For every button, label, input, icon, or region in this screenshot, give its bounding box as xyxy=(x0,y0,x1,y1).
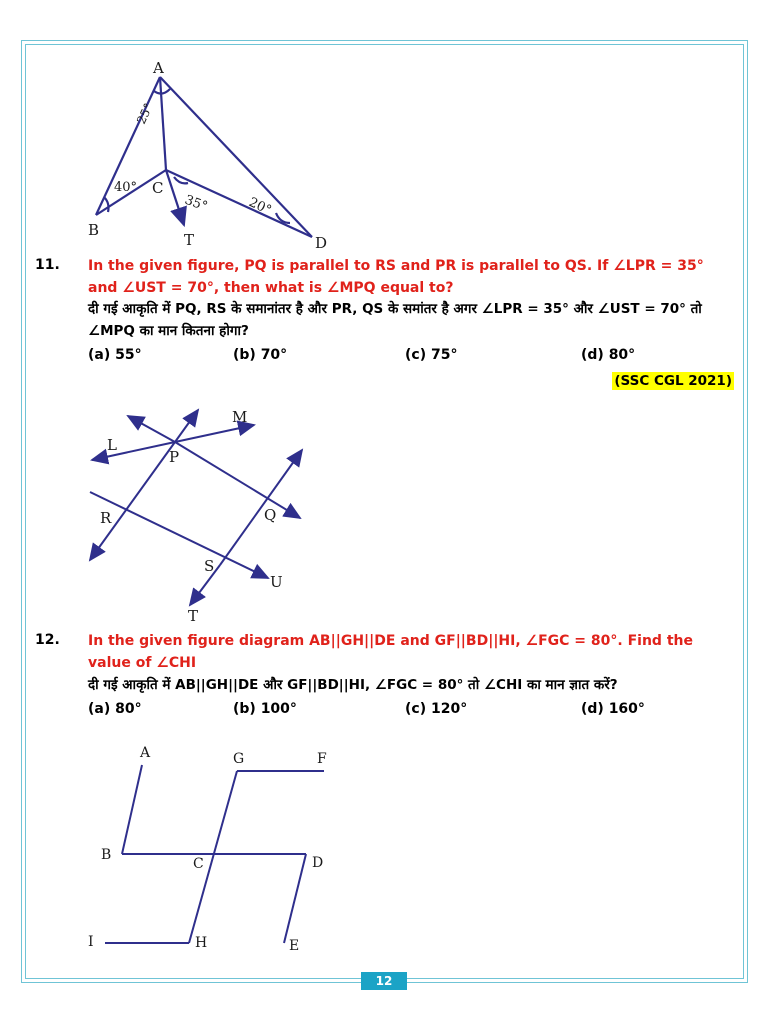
vertex-label-c: C xyxy=(152,179,164,197)
label-e: E xyxy=(289,938,300,954)
vertex-label-t: T xyxy=(184,231,195,249)
angle-label-20: 20° xyxy=(246,195,274,219)
label-t: T xyxy=(188,607,199,625)
label-l: L xyxy=(107,436,117,454)
question-12-english: In the given figure diagram AB||GH||DE and GF||BD||HI, ∠FGC = 80°. Find the value of ∠CHI xyxy=(88,633,693,671)
label-c: C xyxy=(193,856,204,872)
label-b: B xyxy=(101,847,112,863)
exam-source-badge: (SSC CGL 2021) xyxy=(614,373,732,389)
q12-option-a: (a) 80° xyxy=(88,701,142,717)
question-11-number: 11. xyxy=(35,257,60,273)
angle-label-25: 25° xyxy=(134,101,156,127)
q11-option-c: (c) 75° xyxy=(405,347,458,363)
angle-label-35: 35° xyxy=(182,192,210,215)
label-i: I xyxy=(88,934,94,950)
label-u: U xyxy=(270,573,283,591)
label-h: H xyxy=(195,935,208,951)
q11-option-d: (d) 80° xyxy=(581,347,636,363)
parallel-lines-figure xyxy=(80,400,320,625)
vertex-label-b: B xyxy=(88,221,100,239)
q12-option-d: (d) 160° xyxy=(581,701,645,717)
label-r: R xyxy=(100,509,112,527)
label-s: S xyxy=(204,557,215,575)
question-12-hindi: दी गई आकृति में AB||GH||DE और GF||BD||HI, ∠FGC = 80° तो ∠CHI का मान ज्ञात करें? xyxy=(88,677,618,693)
label-m: M xyxy=(232,408,248,426)
question-11-english: In the given figure, PQ is parallel to RS and PR is parallel to QS. If ∠LPR = 35° and ∠UST = 70°, then what is ∠MPQ equal to? xyxy=(88,258,704,296)
label-p: P xyxy=(169,448,180,466)
question-11-hindi: दी गई आकृति में PQ, RS के समानांतर है और PR, QS के समांतर है अगर ∠LPR = 35° और ∠UST = 70° तो ∠MPQ का मान कितना होगा? xyxy=(88,301,702,339)
label-d: D xyxy=(312,855,324,871)
question-12-number: 12. xyxy=(35,632,60,648)
q12-option-c: (c) 120° xyxy=(405,701,468,717)
vertex-label-d: D xyxy=(315,234,328,252)
q11-option-a: (a) 55° xyxy=(88,347,142,363)
angle-label-40: 40° xyxy=(114,180,138,195)
triangle-figure xyxy=(80,55,340,255)
label-a: A xyxy=(140,745,151,761)
vertex-label-a: A xyxy=(153,59,164,77)
zigzag-figure xyxy=(80,735,350,960)
q11-option-b: (b) 70° xyxy=(233,347,288,363)
label-f: F xyxy=(317,751,327,767)
q12-option-b: (b) 100° xyxy=(233,701,297,717)
label-q: Q xyxy=(264,506,277,524)
label-g: G xyxy=(233,751,245,767)
page-number-badge: 12 xyxy=(361,972,407,990)
